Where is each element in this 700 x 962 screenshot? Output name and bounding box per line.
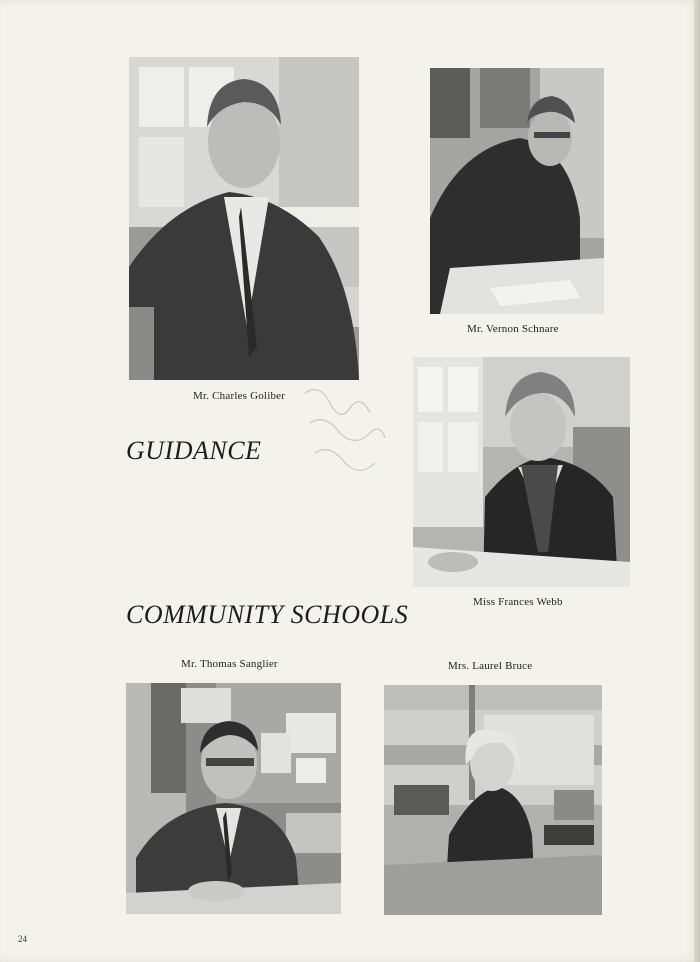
- caption-thomas-sanglier: Mr. Thomas Sanglier: [181, 658, 278, 670]
- heading-community-schools: COMMUNITY SCHOOLS: [126, 600, 409, 629]
- caption-frances-webb: Miss Frances Webb: [473, 596, 563, 608]
- heading-guidance: GUIDANCE: [126, 436, 262, 465]
- caption-laurel-bruce: Mrs. Laurel Bruce: [448, 660, 533, 672]
- photo-frances-webb: [413, 357, 630, 587]
- caption-vernon-schnare: Mr. Vernon Schnare: [467, 323, 559, 335]
- handwritten-signature: [300, 378, 390, 488]
- page-number: 24: [18, 934, 27, 944]
- photo-vernon-schnare: [430, 68, 604, 314]
- photo-laurel-bruce: [384, 685, 602, 915]
- caption-charles-goliber: Mr. Charles Goliber: [193, 390, 286, 402]
- page-edge: [694, 0, 700, 962]
- photo-thomas-sanglier: [126, 683, 341, 914]
- photo-charles-goliber: [129, 57, 359, 380]
